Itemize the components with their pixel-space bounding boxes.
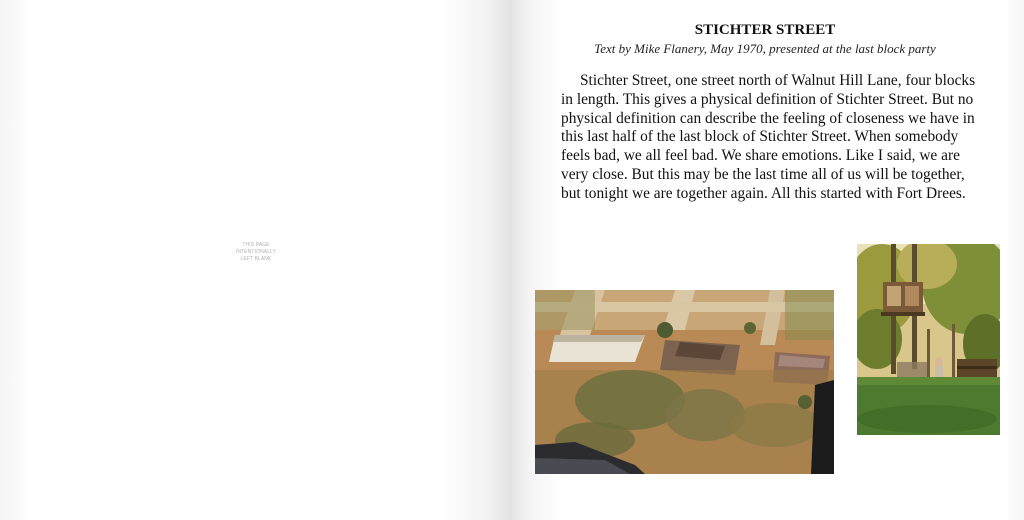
body-paragraph: Stichter Street, one street north of Walnut Hill Lane, four blocks in length. This gives a physical definition of Stichter Street. But no physical definition can describe the feeling of closeness we have in this last half of the last block of Stichter Street. When somebody feels bad, we all feel bad. We share emotions. Like I said, we are very close. But this may be the last time all of us will be together, but tonight we are together again. All this started with Fort Drees. <box>561 72 976 202</box>
page-subtitle: Text by Mike Flanery, May 1970, presented at the last block party <box>594 41 936 56</box>
blank-notice-line: INTENTIONALLY <box>235 249 277 255</box>
page-title: STICHTER STREET <box>694 22 836 38</box>
aerial-photo <box>535 290 834 474</box>
blank-notice-line: THIS PAGE <box>242 242 270 248</box>
treehouse-photo <box>857 244 1000 435</box>
blank-notice-line: LEFT BLANK <box>240 256 272 262</box>
blank-page-notice <box>226 242 286 263</box>
